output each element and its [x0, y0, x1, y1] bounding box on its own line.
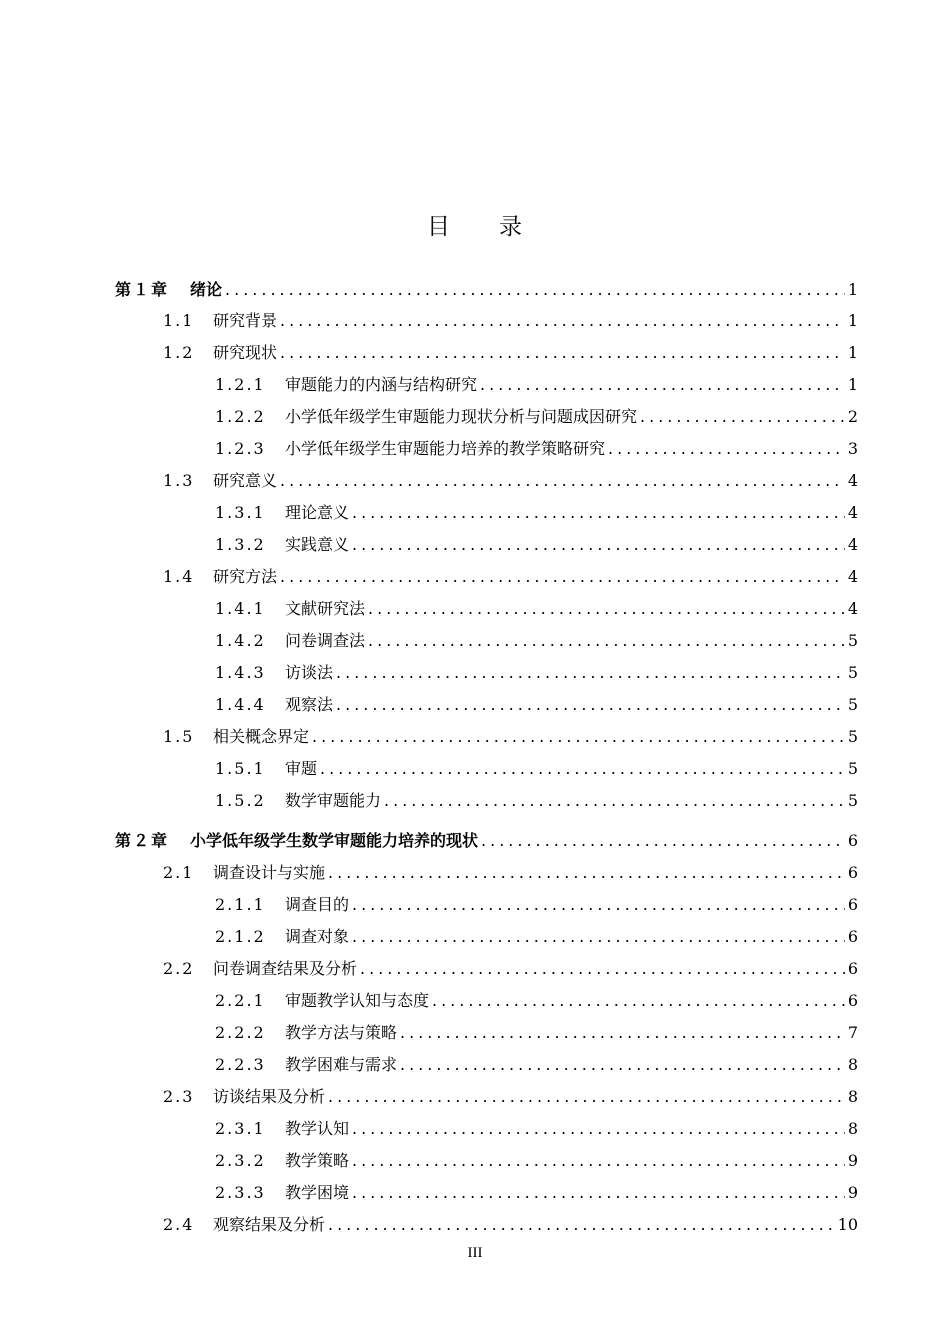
- toc-entry-number: 2.1.2: [215, 927, 266, 946]
- toc-subsection-entry[interactable]: [215, 629, 858, 653]
- toc-entry-title: 小学低年级学生数学审题能力培养的现状: [190, 831, 479, 850]
- toc-entry-title: 研究意义: [213, 471, 278, 490]
- toc-entry-page: 9: [847, 1151, 858, 1170]
- toc-entry-number: 1.2.3: [215, 439, 266, 458]
- toc-entry-number: 第２章: [115, 831, 170, 850]
- toc-entry-title: 相关概念界定: [213, 727, 310, 746]
- toc-section-entry[interactable]: [163, 565, 858, 589]
- toc-entry-title: 研究现状: [213, 343, 278, 362]
- dot-leader: [432, 989, 845, 1013]
- toc-entry-page: 6: [847, 927, 858, 946]
- toc-entry-title: 调查目的: [285, 895, 350, 914]
- toc-entry-number: 1.2: [163, 343, 195, 362]
- toc-entry-number: 1.3.2: [215, 535, 266, 554]
- toc-entry-title: 教学认知: [285, 1119, 350, 1138]
- dot-leader: [608, 437, 845, 461]
- toc-entry-page: 6: [847, 991, 858, 1010]
- dot-leader: [368, 597, 845, 621]
- dot-leader: [384, 789, 845, 813]
- dot-leader: [400, 1021, 845, 1045]
- toc-entry-number: 1.4.3: [215, 663, 266, 682]
- dot-leader: [352, 893, 845, 917]
- toc-subsection-entry[interactable]: [215, 989, 858, 1013]
- toc-section-entry[interactable]: [163, 1213, 858, 1237]
- toc-entry-number: 1.2.2: [215, 407, 266, 426]
- toc-entry-title: 观察法: [285, 695, 334, 714]
- toc-entry-number: 2.2.3: [215, 1055, 266, 1074]
- toc-entry-page: 4: [847, 599, 858, 618]
- toc-section-entry[interactable]: [163, 861, 858, 885]
- toc-entry-page: 4: [847, 503, 858, 522]
- toc-entry-number: 2.2.1: [215, 991, 266, 1010]
- toc-entry-page: 2: [847, 407, 858, 426]
- dot-leader: [336, 661, 845, 685]
- toc-entry-number: 1.3: [163, 471, 195, 490]
- toc-subsection-entry[interactable]: [215, 533, 858, 557]
- toc-entry-number: 第１章: [115, 280, 170, 299]
- toc-entry-number: 1.4.4: [215, 695, 266, 714]
- toc-entry-page: 6: [847, 863, 858, 882]
- toc-title-char-1: 目: [427, 214, 451, 240]
- dot-leader: [480, 373, 845, 397]
- toc-entry-title: 访谈结果及分析: [213, 1087, 326, 1106]
- dot-leader: [640, 405, 845, 429]
- toc-entry-number: 2.2: [163, 959, 195, 978]
- toc-entry-title: 调查对象: [285, 927, 350, 946]
- toc-entry-page: 4: [847, 471, 858, 490]
- toc-entry-title: 小学低年级学生审题能力现状分析与问题成因研究: [285, 407, 638, 426]
- toc-entry-title: 数学审题能力: [285, 791, 382, 810]
- toc-subsection-entry[interactable]: [215, 1149, 858, 1173]
- dot-leader: [328, 1085, 845, 1109]
- toc-subsection-entry[interactable]: [215, 1021, 858, 1045]
- toc-entry-page: 5: [847, 695, 858, 714]
- toc-entry-number: 2.1.1: [215, 895, 266, 914]
- toc-entry-title: 观察结果及分析: [213, 1215, 326, 1234]
- toc-entry-title: 理论意义: [285, 503, 350, 522]
- toc-subsection-entry[interactable]: [215, 373, 858, 397]
- dot-leader: [320, 757, 845, 781]
- toc-entry-number: 1.4: [163, 567, 195, 586]
- dot-leader: [280, 341, 845, 365]
- dot-leader: [312, 725, 845, 749]
- toc-entry-title: 审题: [285, 759, 318, 778]
- toc-entry-page: 5: [847, 631, 858, 650]
- toc-entry-page: 3: [847, 439, 858, 458]
- toc-title: [0, 208, 950, 241]
- toc-chapter-entry[interactable]: [115, 829, 858, 853]
- toc-section-entry[interactable]: [163, 957, 858, 981]
- dot-leader: [360, 957, 845, 981]
- toc-entry-title: 教学困难与需求: [285, 1055, 398, 1074]
- toc-entry-number: 2.2.2: [215, 1023, 266, 1042]
- toc-subsection-entry[interactable]: [215, 789, 858, 813]
- dot-leader: [225, 278, 845, 302]
- toc-entry-number: 1.1: [163, 311, 195, 330]
- toc-section-entry[interactable]: [163, 341, 858, 365]
- toc-subsection-entry[interactable]: [215, 893, 858, 917]
- dot-leader: [352, 501, 845, 525]
- toc-subsection-entry[interactable]: [215, 597, 858, 621]
- toc-entry-number: 1.3.1: [215, 503, 266, 522]
- toc-entry-page: 6: [847, 831, 858, 850]
- toc-entry-title: 教学困境: [285, 1183, 350, 1202]
- toc-entry-title: 小学低年级学生审题能力培养的教学策略研究: [285, 439, 606, 458]
- toc-entry-number: 1.4.1: [215, 599, 266, 618]
- toc-entry-title: 问卷调查法: [285, 631, 366, 650]
- dot-leader: [328, 861, 845, 885]
- toc-entry-number: 1.5: [163, 727, 195, 746]
- toc-entry-title: 审题教学认知与态度: [285, 991, 430, 1010]
- toc-entry-page: 8: [847, 1119, 858, 1138]
- toc-entry-page: 5: [847, 759, 858, 778]
- toc-entry-number: 1.4.2: [215, 631, 266, 650]
- toc-entry-page: 6: [847, 959, 858, 978]
- toc-entry-number: 1.2.1: [215, 375, 266, 394]
- toc-entry-page: 8: [847, 1087, 858, 1106]
- dot-leader: [280, 469, 845, 493]
- toc-entry-number: 2.3: [163, 1087, 195, 1106]
- toc-entry-page: 1: [847, 280, 858, 299]
- dot-leader: [400, 1053, 845, 1077]
- toc-subsection-entry[interactable]: [215, 925, 858, 949]
- dot-leader: [481, 829, 845, 853]
- toc-entry-page: 1: [847, 343, 858, 362]
- toc-entry-page: 6: [847, 895, 858, 914]
- toc-entry-number: 1.5.2: [215, 791, 266, 810]
- toc-entry-title: 研究背景: [213, 311, 278, 330]
- dot-leader: [280, 309, 845, 333]
- toc-subsection-entry[interactable]: [215, 437, 858, 461]
- toc-entry-number: 1.5.1: [215, 759, 266, 778]
- toc-entry-page: 5: [847, 727, 858, 746]
- dot-leader: [336, 693, 845, 717]
- toc-entry-title: 文献研究法: [285, 599, 366, 618]
- toc-entry-title: 教学方法与策略: [285, 1023, 398, 1042]
- toc-entry-title: 访谈法: [285, 663, 334, 682]
- toc-entry-page: 7: [847, 1023, 858, 1042]
- toc-section-entry[interactable]: [163, 725, 858, 749]
- toc-subsection-entry[interactable]: [215, 405, 858, 429]
- toc-entry-page: 5: [847, 663, 858, 682]
- toc-entry-page: 4: [847, 535, 858, 554]
- toc-entry-page: 9: [847, 1183, 858, 1202]
- dot-leader: [368, 629, 845, 653]
- toc-subsection-entry[interactable]: [215, 1117, 858, 1141]
- toc-section-entry[interactable]: [163, 309, 858, 333]
- toc-entry-title: 研究方法: [213, 567, 278, 586]
- toc-entry-page: 4: [847, 567, 858, 586]
- toc-title-char-2: 录: [499, 214, 523, 240]
- toc-entry-page: 10: [837, 1215, 858, 1234]
- dot-leader: [352, 533, 845, 557]
- toc-entry-page: 1: [847, 311, 858, 330]
- toc-subsection-entry[interactable]: [215, 1181, 858, 1205]
- dot-leader: [280, 565, 845, 589]
- toc-subsection-entry[interactable]: [215, 1053, 858, 1077]
- toc-subsection-entry[interactable]: [215, 501, 858, 525]
- toc-entry-number: 2.3.2: [215, 1151, 266, 1170]
- toc-entry-title: 绪论: [190, 280, 223, 299]
- toc-entry-title: 教学策略: [285, 1151, 350, 1170]
- dot-leader: [352, 1181, 845, 1205]
- toc-entry-number: 2.3.3: [215, 1183, 266, 1202]
- toc-subsection-entry[interactable]: [215, 757, 858, 781]
- toc-subsection-entry[interactable]: [215, 661, 858, 685]
- toc-subsection-entry[interactable]: [215, 693, 858, 717]
- dot-leader: [352, 1149, 845, 1173]
- dot-leader: [352, 925, 845, 949]
- toc-entry-number: 2.1: [163, 863, 195, 882]
- dot-leader: [352, 1117, 845, 1141]
- toc-chapter-entry[interactable]: [115, 278, 858, 302]
- toc-entry-number: 2.3.1: [215, 1119, 266, 1138]
- dot-leader: [328, 1213, 835, 1237]
- toc-section-entry[interactable]: [163, 469, 858, 493]
- toc-entry-title: 问卷调查结果及分析: [213, 959, 358, 978]
- page-number: III: [467, 1245, 483, 1261]
- toc-entry-title: 实践意义: [285, 535, 350, 554]
- toc-entry-title: 调查设计与实施: [213, 863, 326, 882]
- toc-entry-page: 5: [847, 791, 858, 810]
- toc-entry-number: 2.4: [163, 1215, 195, 1234]
- toc-entry-page: 8: [847, 1055, 858, 1074]
- toc-entry-title: 审题能力的内涵与结构研究: [285, 375, 478, 394]
- toc-entry-page: 1: [847, 375, 858, 394]
- toc-section-entry[interactable]: [163, 1085, 858, 1109]
